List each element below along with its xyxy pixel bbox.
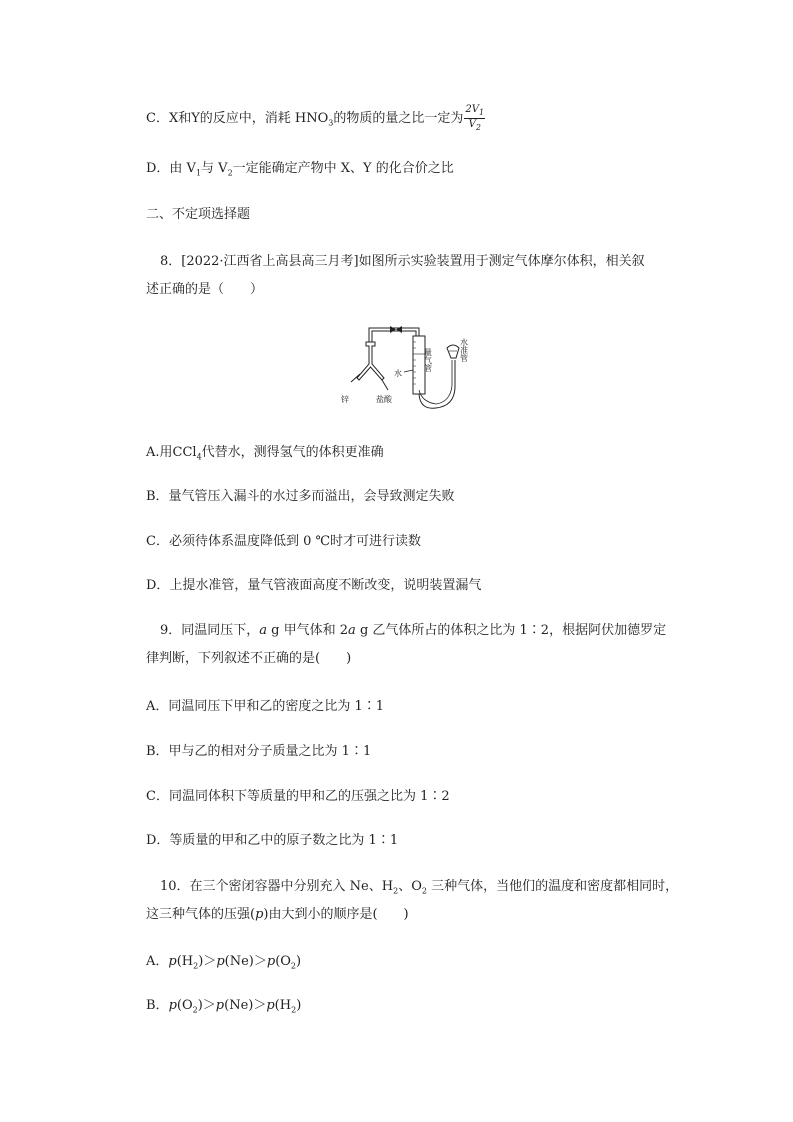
leveling-funnel — [447, 345, 459, 358]
q10-opta-8: (O — [275, 954, 291, 969]
q10-sub2: 2 — [421, 886, 427, 896]
q10-opta-5: p — [216, 954, 225, 969]
label-acid: 盐酸 — [376, 395, 392, 404]
q10-text-b: 、O — [398, 879, 422, 894]
q10-optb-4: )＞ — [197, 998, 216, 1013]
ratio-fraction — [464, 104, 485, 133]
q8-option-c: C．必须待体系温度降低到 0 ℃时才可进行读数 — [146, 534, 422, 549]
q10-option-a — [146, 950, 301, 971]
q7-optc-text2: 的物质的量之比一定为 — [333, 111, 464, 126]
fraction-denominator: V — [468, 119, 476, 130]
q10-opta-0: A． — [146, 954, 169, 969]
q8-opta-text: A.用CCl — [146, 445, 197, 460]
q9-option-d: D．等质量的甲和乙中的原子数之比为 1∶1 — [146, 833, 399, 848]
water-leader — [404, 370, 413, 372]
q10-text-c: 三种气体，当他们的温度和密度都相同时， — [426, 879, 679, 894]
q8-opta-text2: 代替水，测得氢气的体积更准确 — [201, 445, 384, 460]
q10-optb-3: 2 — [192, 1005, 198, 1015]
q10-opta-1: p — [168, 954, 177, 969]
q10-opta-7: p — [266, 954, 276, 969]
q8-option-a — [146, 441, 384, 462]
q7-optd-sub1: 1 — [195, 168, 202, 178]
q7-optd-text: D．由 V — [146, 161, 196, 176]
q7-optc-sub: 3 — [328, 118, 334, 128]
gas-volume-apparatus-figure — [336, 318, 476, 414]
q10-stem-line2 — [146, 903, 409, 922]
q10-optb-8: (H — [274, 998, 292, 1013]
clamp-icon — [390, 326, 402, 333]
q10-optb-0: B． — [146, 998, 169, 1013]
q7-option-d — [146, 157, 454, 178]
q9-option-a: A．同温同压下甲和乙的密度之比为 1∶1 — [146, 699, 385, 714]
fraction-numerator-sub: 1 — [479, 108, 485, 117]
q10-option-b — [146, 994, 301, 1015]
q7-optc-text: C．X和Y的反应中，消耗 HNO — [146, 111, 329, 126]
q10-opta-3: 2 — [193, 961, 199, 971]
q9-stem-line1 — [160, 619, 666, 638]
q8-option-d: D．上提水准管，量气管液面高度不断改变，说明装置漏气 — [146, 578, 482, 593]
q10-text-a: 10．在三个密闭容器中分别充入 Ne、H — [160, 879, 394, 894]
q10-text-l2b: )由大到小的顺序是( ) — [263, 907, 409, 922]
q10-optb-6: (Ne)＞ — [224, 998, 267, 1013]
fraction-numerator: 2V — [465, 104, 479, 115]
label-gas-tube: 量气管 — [423, 348, 433, 372]
q7-optd-sub2: 2 — [227, 168, 233, 178]
label-water: 水 — [394, 369, 402, 378]
q10-opta-10: ) — [296, 954, 302, 969]
q7-option-c — [146, 104, 485, 133]
q10-sub1: 2 — [393, 886, 399, 896]
connecting-tube-inner — [372, 331, 416, 342]
q10-text-l2a: 这三种气体的压强( — [146, 907, 256, 922]
q10-var-p: p — [255, 907, 264, 922]
q10-optb-1: p — [168, 998, 177, 1013]
q7-optd-mid: 与 V — [201, 161, 228, 176]
q8-opta-sub: 4 — [196, 452, 202, 462]
section-heading: 二、不定项选择题 — [146, 207, 251, 222]
q8-option-b: B．量气管压入漏斗的水过多而溢出，会导致测定失败 — [146, 489, 455, 504]
q10-opta-9: 2 — [290, 961, 297, 971]
q8-stem-line1: 8．[2022·江西省上高县高三月考]如图所示实验装置用于测定气体摩尔体积，相关叙 — [160, 254, 645, 269]
q10-optb-2: (O — [176, 998, 193, 1013]
q10-optb-10: ) — [296, 998, 302, 1013]
q10-opta-2: (H — [176, 954, 194, 969]
acid-leader — [382, 380, 388, 390]
q10-optb-9: 2 — [291, 1005, 297, 1015]
q9-text-c: g 甲气体和 2 — [267, 623, 349, 638]
q8-stem-line2: 述正确的是（ ） — [146, 282, 264, 297]
label-zinc: 锌 — [341, 395, 349, 404]
q9-text-a: 9．同温同压下， — [160, 623, 260, 638]
q9-stem-line2: 律判断，下列叙述不正确的是( ) — [146, 651, 352, 666]
label-level-tube: 水准管 — [459, 338, 469, 362]
q10-optb-5: p — [215, 998, 225, 1013]
q10-opta-6: (Ne)＞ — [224, 954, 267, 969]
y-shaped-tube — [357, 342, 384, 380]
q10-stem-line1 — [160, 875, 678, 896]
fraction-denominator-sub: 2 — [475, 123, 481, 132]
q9-option-c: C．同温同体积下等质量的甲和乙的压强之比为 1∶2 — [146, 789, 450, 804]
q7-optd-text2: 一定能确定产物中 X、Y 的化合价之比 — [232, 161, 454, 176]
q9-var-a1: a — [259, 623, 268, 638]
q10-optb-7: p — [266, 998, 275, 1013]
q9-var-a2: a — [348, 623, 356, 638]
q9-option-b: B．甲与乙的相对分子质量之比为 1∶1 — [146, 744, 372, 759]
q10-opta-4: )＞ — [198, 954, 217, 969]
q9-text-e: g 乙气体所占的体积之比为 1∶2，根据阿伏加德罗定 — [355, 623, 667, 638]
